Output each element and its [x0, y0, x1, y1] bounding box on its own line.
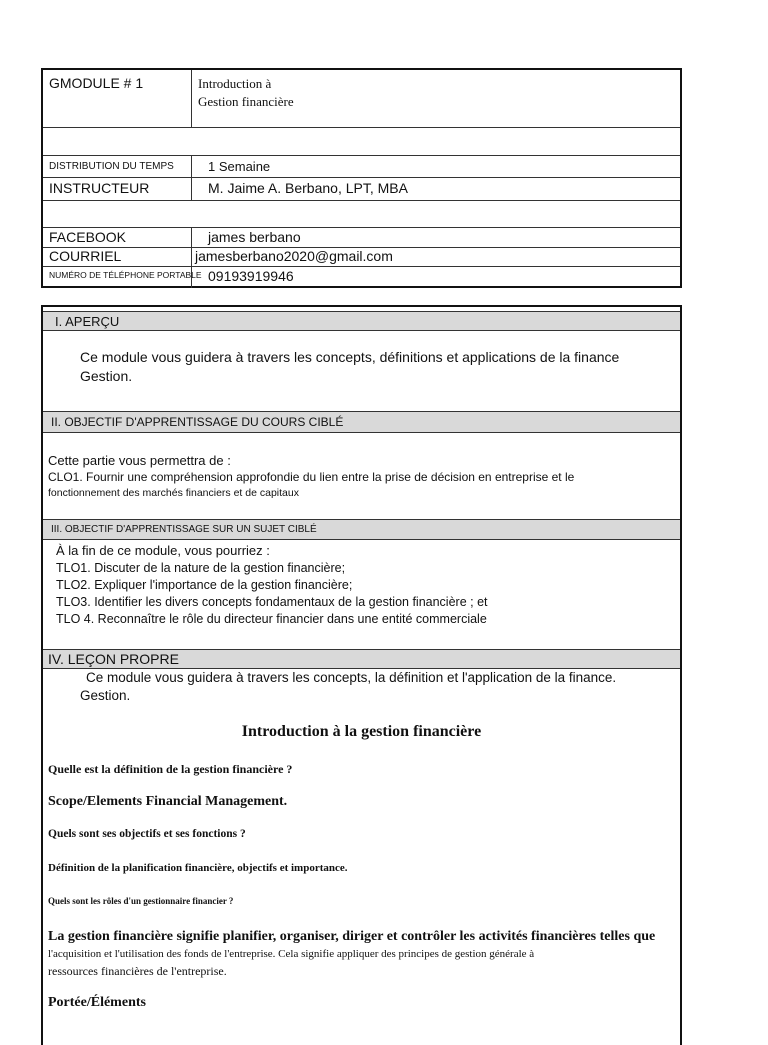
- row-divider: [43, 127, 680, 128]
- topic-objective-header: [43, 519, 680, 540]
- clo1-text-line2: fonctionnement des marchés financiers et de capitaux: [48, 487, 299, 499]
- phone-label: NUMÉRO DE TÉLÉPHONE PORTABLE: [49, 270, 202, 280]
- instructor-label: INSTRUCTEUR: [49, 180, 150, 196]
- tlo-item: TLO1. Discuter de la nature de la gestion financière;: [56, 561, 346, 575]
- module-title-line1: Introduction à: [198, 76, 272, 91]
- module-title-line2: Gestion financière: [198, 94, 294, 109]
- module-info-table: [41, 68, 682, 288]
- course-objective-heading: II. OBJECTIF D'APPRENTISSAGE DU COURS CIBLÉ: [51, 415, 344, 429]
- lesson-intro-line1: Ce module vous guidera à travers les concepts, la définition et l'application de la finance.: [86, 670, 617, 685]
- definition-text-line2: l'acquisition et l'utilisation des fonds de l'entreprise. Cela signifie appliquer des principes de gestion générale à: [48, 948, 535, 960]
- instructor-value: M. Jaime A. Berbano, LPT, MBA: [208, 180, 408, 196]
- lesson-question-definition: Quelle est la définition de la gestion financière ?: [48, 762, 293, 776]
- lesson-question-objectives: Quels sont ses objectifs et ses fonctions ?: [48, 828, 246, 840]
- tlo-item: TLO2. Expliquer l'importance de la gestion financière;: [56, 578, 353, 592]
- duration-value: 1 Semaine: [208, 159, 271, 174]
- topic-objective-intro: À la fin de ce module, vous pourriez :: [56, 543, 270, 558]
- lesson-question-planning: Définition de la planification financière, objectifs et importance.: [48, 862, 348, 874]
- lesson-heading: IV. LEÇON PROPRE: [48, 651, 179, 667]
- row-divider: [43, 177, 680, 178]
- topic-objective-heading: III. OBJECTIF D'APPRENTISSAGE SUR UN SUJET CIBLÉ: [51, 524, 317, 535]
- row-divider: [43, 155, 680, 156]
- overview-text-line1: Ce module vous guidera à travers les concepts, définitions et applications de la finance: [80, 349, 620, 365]
- lesson-title: Introduction à la gestion financière: [241, 723, 482, 740]
- email-value[interactable]: jamesberbano2020@gmail.com: [195, 248, 393, 264]
- lesson-question-scope: Scope/Elements Financial Management.: [48, 794, 288, 809]
- clo1-text-line1: CLO1. Fournir une compréhension approfondie du lien entre la prise de décision en entreprise et le: [48, 470, 575, 484]
- overview-heading: I. APERÇU: [55, 314, 120, 329]
- module-content: [41, 305, 682, 1045]
- lesson-header: [43, 649, 680, 669]
- duration-label: DISTRIBUTION DU TEMPS: [49, 161, 174, 172]
- row-divider: [43, 266, 680, 267]
- row-divider: [43, 200, 680, 201]
- tlo-item: TLO 4. Reconnaître le rôle du directeur financier dans une entité commerciale: [56, 612, 487, 626]
- facebook-value: james berbano: [208, 229, 301, 245]
- row-divider: [43, 227, 680, 228]
- lesson-intro-line2: Gestion.: [80, 688, 131, 703]
- scope-heading: Portée/Éléments: [48, 995, 146, 1010]
- phone-value: 09193919946: [208, 268, 294, 284]
- course-objective-header: [43, 411, 680, 433]
- email-label: COURRIEL: [49, 248, 122, 264]
- definition-text-line3: ressources financières de l'entreprise.: [48, 964, 227, 978]
- column-divider: [191, 70, 192, 127]
- definition-bold-line: La gestion financière signifie planifier, organiser, diriger et contrôler les activités financières telles que: [48, 929, 656, 944]
- tlo-item: TLO3. Identifier les divers concepts fondamentaux de la gestion financière ; et: [56, 595, 488, 609]
- lesson-question-roles: Quels sont les rôles d'un gestionnaire financier ?: [48, 896, 234, 906]
- overview-text-line2: Gestion.: [80, 368, 133, 384]
- course-objective-intro: Cette partie vous permettra de :: [48, 453, 231, 468]
- overview-header: [43, 311, 680, 331]
- facebook-label: FACEBOOK: [49, 229, 127, 245]
- module-label: GMODULE # 1: [49, 75, 144, 91]
